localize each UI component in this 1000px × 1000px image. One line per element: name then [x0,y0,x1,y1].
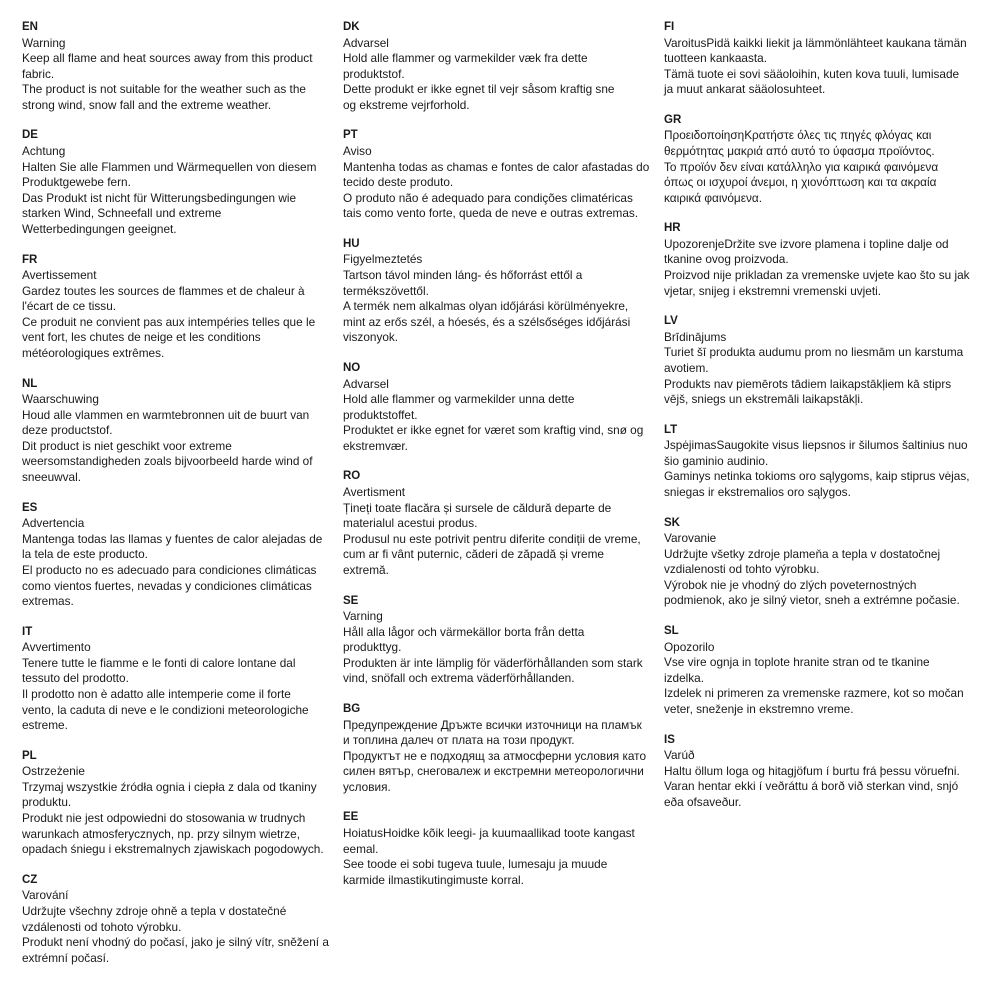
warning-text-line: Wetterbedingungen geeignet. [22,221,177,236]
warning-section-lv [664,314,976,407]
warning-text-line: Produkts nav piemērots tādiem laikapstākļiem kā stiprs [664,376,952,391]
warning-heading-line: Предупреждение Дръжте всички източници на пламък [343,717,642,732]
warning-text-line: Haltu öllum loga og hitagjöfum í burtu frá þessu vöruefni. [664,763,960,778]
warning-text-line: materialul acestui produs. [343,516,478,531]
warning-heading-line: Brīdinājums [664,329,727,344]
warning-text-line: vent fort, les chutes de neige et les conditions [22,330,261,345]
language-code: HU [343,237,360,250]
warning-text-line: The product is not suitable for the weather such as the [22,82,306,97]
warning-section-pl [22,749,334,858]
warning-heading-line: Varování [22,888,69,903]
warning-heading-line: Varúð [664,748,695,762]
warning-text-line: Ce produit ne convient pas aux intempéries telles que le [22,314,316,329]
warning-section-is [664,733,976,811]
warning-text-line: Håll alla lågor och värmekällor borta från detta [343,624,585,639]
warning-text-line: fabric. [22,66,55,81]
warning-heading-line: Opozorilo [664,639,715,654]
warning-section-lt [664,423,976,501]
warning-text-line: Houd alle vlammen en warmtebronnen uit de buurt van [22,407,310,422]
warning-text-line: eða ofsaveður. [664,794,742,809]
warning-text-line: extremas. [22,594,74,609]
warning-text-line: Il prodotto non è adatto alle intemperie come il forte [22,687,291,701]
warning-text-line: Izdelek ni primeren za vremenske razmere, kot so močan [664,686,964,701]
warning-text-line: Udržujte všechny zdroje ohně a tepla v dostatečné [22,903,287,918]
warning-heading-line: Avvertimento [22,640,91,655]
warning-heading-line: Achtung [22,143,66,158]
warning-text-line: Gardez toutes les sources de flammes et de chaleur à [22,283,305,298]
warning-text-line: termékszövettől. [343,283,429,298]
warning-section-se [343,594,655,687]
warning-text-line: Varan hentar ekki í veðráttu á borð við sterkan vind, snjó [664,779,959,794]
warning-text-line: Tämä tuote ei sovi sääoloihin, kuten kova tuuli, lumisade [664,66,960,81]
warning-text-line: sneeuwval. [22,470,82,485]
warning-text-line: Mantenga todas las llamas y fuentes de calor alejadas de [22,531,323,546]
warning-text-line: veter, sneženje in ekstremno vreme. [664,701,854,716]
warning-heading-line: Advarsel [343,376,389,391]
warning-text-line: Keep all flame and heat sources away from this product [22,51,313,66]
warning-text-line: tuotteen kankaasta. [664,51,767,66]
warning-text-line: Proizvod nije prikladan za vremenske uvjete kao što su jak [664,268,970,283]
language-code: PL [22,749,37,762]
warning-text-line: Продуктът не е подходящ за атмосферни условия като [343,748,647,763]
warning-section-ee [343,810,655,888]
warning-text-line: og ekstreme vejrforhold. [343,97,470,112]
language-code: SK [664,516,680,529]
warning-text-line: vējš, sniegs un ekstremāli laikapstākļi. [664,392,864,407]
warning-text-line: Tenere tutte le fiamme e le fonti di calore lontane dal [22,655,296,670]
language-code: FI [664,21,675,33]
language-code: IT [22,625,33,638]
warning-text-line: izdelka. [664,670,704,685]
warning-heading-line: Advertencia [22,516,85,531]
warning-text-line: Produktgewebe fern. [22,175,131,190]
column-2 [343,20,655,903]
warning-section-sl [664,624,976,717]
language-code: EN [22,21,38,33]
warning-text-line: Trzymaj wszystkie źródła ognia i ciepła z dala od tkaniny [22,779,317,794]
warning-heading-line: Varning [343,609,383,624]
language-code: SE [343,594,359,607]
language-code: FR [22,253,38,266]
language-code: ES [22,501,38,514]
warning-text-line: extremă. [343,562,389,577]
warning-section-no [343,361,655,454]
language-code: NL [22,377,38,390]
warning-text-line: Produkten är inte lämplig för väderförhållanden som stark [343,655,643,670]
warning-text-line: Dit product is niet geschikt voor extreme [22,438,232,453]
warning-section-ro [343,469,655,578]
language-code: DE [22,129,38,142]
warning-text-line: l'écart de ce tissu. [22,299,117,314]
warning-text-line: warunkach atmosferycznych, np. przy silnym wietrze, [22,826,300,841]
language-code: NO [343,362,361,374]
warning-text-line: Turiet šī produkta audumu prom no liesmām un karstuma [664,345,964,360]
language-code: RO [343,470,361,483]
warning-text-line: и топлина далеч от плата на този продукт. [343,733,575,748]
warning-section-nl [22,377,334,486]
warning-text-line: karmide ilmastikutingimuste korral. [343,872,524,887]
warning-text-line: météorologiques extrêmes. [22,346,165,360]
warning-text-line: vzdálenosti od tohoto výrobku. [22,919,182,934]
language-code: HR [664,222,681,235]
language-code: DK [343,21,360,33]
warning-heading-line: HoiatusHoidke kõik leegi- ja kuumaallikad toote kangast [343,825,635,840]
warning-heading-line: JspėjimasSaugokite visus liepsnos ir šilumos šaltinius nuo [664,438,968,453]
warning-text-line: Das Produkt ist nicht für Witterungsbedingungen wie [22,190,297,205]
warning-text-line: eemal. [343,841,379,856]
warning-text-line: Dette produkt er ikke egnet til vejr såsom kraftig sne [343,82,615,97]
warning-text-line: Hold alle flammer og varmekilder unna dette [343,392,575,407]
warning-text-line: El producto no es adecuado para condiciones climáticas [22,562,317,577]
warning-text-line: tecido deste produto. [343,175,454,190]
warning-text-line: O produto não é adequado para condições climatéricas [343,190,633,205]
warning-section-es [22,501,334,610]
warning-text-line: Produsul nu este potrivit pentru diferite condiții de vreme, [343,531,641,546]
warning-text-line: weersomstandigheden zoals bijvoorbeeld harde wind of [22,454,313,469]
warning-text-line: podmienok, ako je silný vietor, sneh a extrémne počasie. [664,593,960,608]
warning-text-line: Tartson távol minden láng- és hőforrást ettől a [343,268,583,283]
language-code: IS [664,733,675,746]
warning-text-line: Produkt není vhodný do počasí, jako je silný vítr, sněžení a [22,935,329,950]
warning-section-gr [664,113,976,206]
warning-text-line: mint az erős szél, a hóesés, és a szélsőséges időjárási [343,314,631,329]
warning-section-pt [343,128,655,221]
warning-text-line: starken Wind, Schneefall und extreme [22,206,222,221]
warning-heading-line: Ostrzeżenie [22,764,85,779]
warning-heading-line: Avertisment [343,484,406,499]
warning-section-fr [22,253,334,362]
warning-heading-line: Advarsel [343,35,389,50]
warning-text-line: sniegas ir ekstremalios oro sąlygos. [664,484,851,499]
warning-text-line: vento, la caduta di neve e le condizioni meteorologiche [22,702,309,717]
warning-text-line: la tela de este producto. [22,547,148,562]
warning-text-line: Țineți toate flacăra și sursele de căldură departe de [343,500,612,515]
warning-text-line: силен вятър, снеговалеж и екстремни метеорологични [343,764,644,779]
warning-text-line: cum ar fi vânt puternic, căderi de zăpadă și vreme [343,547,604,562]
warning-text-line: Produktet er ikke egnet for været som kraftig vind, snø og [343,423,644,438]
warning-section-hu [343,237,655,346]
warning-text-line: ja muut ankarat sääolosuhteet. [664,82,826,97]
warning-section-cz [22,873,334,966]
warning-text-line: ekstremvær. [343,438,408,453]
warning-text-line: como vientos fuertes, nevadas y condiciones climáticas [22,578,312,593]
warning-section-en [22,20,334,113]
warning-text-line: avotiem. [664,360,709,375]
warning-text-line: A termék nem alkalmas olyan időjárási körülményekre, [343,299,629,314]
warning-text-line: šio gaminio audinio. [664,453,769,468]
warning-text-line: deze productstof. [22,423,113,438]
warning-text-line: tais como vento forte, queda de neve e outras extremas. [343,206,639,221]
warning-section-fi [664,20,976,98]
warning-text-line: See toode ei sobi tugeva tuule, lumesaju ja muude [343,857,608,872]
warning-text-line: extrémní počasí. [22,950,110,965]
warning-text-line: θερμότητας μακριά από αυτό το ύφασμα προϊόντος. [664,143,935,158]
warning-text-line: Výrobok nie je vhodný do zlých poveternostných [664,577,917,592]
language-code: CZ [22,873,38,886]
warning-text-line: Το προϊόν δεν είναι κατάλληλο για καιρικά φαινόμενα [664,159,939,174]
warning-heading-line: Aviso [343,143,372,158]
warning-text-line: Gaminys netinka tokioms oro sąlygoms, kaip stiprus vėjas, [664,469,970,484]
warning-text-line: условия. [343,779,391,794]
language-code: EE [343,811,359,824]
warning-text-line: produktu. [22,795,72,810]
warning-heading-line: Avertissement [22,268,97,283]
warning-text-line: estreme. [22,718,68,733]
warning-heading-line: Warning [22,35,66,50]
warning-text-line: viszonyok. [343,330,399,345]
warning-text-line: Halten Sie alle Flammen und Wärmequellen von diesem [22,159,317,174]
warning-text-line: Udržujte všetky zdroje plameňa a tepla v dostatočnej [664,546,941,561]
column-3 [664,20,976,825]
warning-heading-line: ΠροειδοποίησηΚρατήστε όλες τις πηγές φλόγας και [664,128,932,143]
warning-heading-line: Figyelmeztetés [343,252,423,267]
warning-text-line: produktstoffet. [343,407,418,422]
warning-section-it [22,625,334,734]
warning-text-line: vzdialenosti od tohto výrobku. [664,562,820,577]
warning-text-line: vjetar, snijeg i ekstremni vremenski uvjeti. [664,283,882,298]
warning-heading-line: Waarschuwing [22,392,99,407]
warning-text-line: opadach śniegu i ekstremalnych zjawiskach pogodowych. [22,842,324,857]
warning-text-line: produkttyg. [343,640,402,655]
warning-text-line: Vse vire ognja in toplote hranite stran od te tkanine [664,655,930,670]
warning-text-line: Hold alle flammer og varmekilder væk fra dette [343,51,588,66]
language-code: PT [343,129,358,142]
warning-section-dk [343,20,655,113]
warning-text-line: Produkt nie jest odpowiedni do stosowania w trudnych [22,811,306,826]
warning-text-line: tkanine ovog proizvoda. [664,252,789,267]
warning-text-line: tessuto del prodotto. [22,671,129,686]
warning-text-line: vind, snöfall och extrema väderförhållanden. [343,671,575,686]
warning-section-hr [664,221,976,299]
language-code: SL [664,625,679,638]
column-1 [22,20,334,981]
language-code: BG [343,703,361,715]
warning-section-bg [343,702,655,795]
warning-text-line: όπως οι ισχυροί άνεμοι, η χιονόπτωση και τα ακραία [664,175,937,190]
warning-heading-line: UpozorenjeDržite sve izvore plamena i topline dalje od [664,236,949,251]
warning-text-line: Mantenha todas as chamas e fontes de calor afastadas do [343,159,650,174]
language-code: GR [664,113,682,126]
warning-section-de [22,128,334,237]
warning-text-line: καιρικά φαινόμενα. [664,190,762,205]
warning-heading-line: VaroitusPidä kaikki liekit ja lämmönlähteet kaukana tämän [664,35,967,50]
language-code: LT [664,423,678,436]
language-code: LV [664,315,678,328]
warning-heading-line: Varovanie [664,531,717,546]
warning-text-line: produktstof. [343,66,405,81]
warning-section-sk [664,516,976,609]
warning-text-line: strong wind, snow fall and the extreme weather. [22,97,272,112]
